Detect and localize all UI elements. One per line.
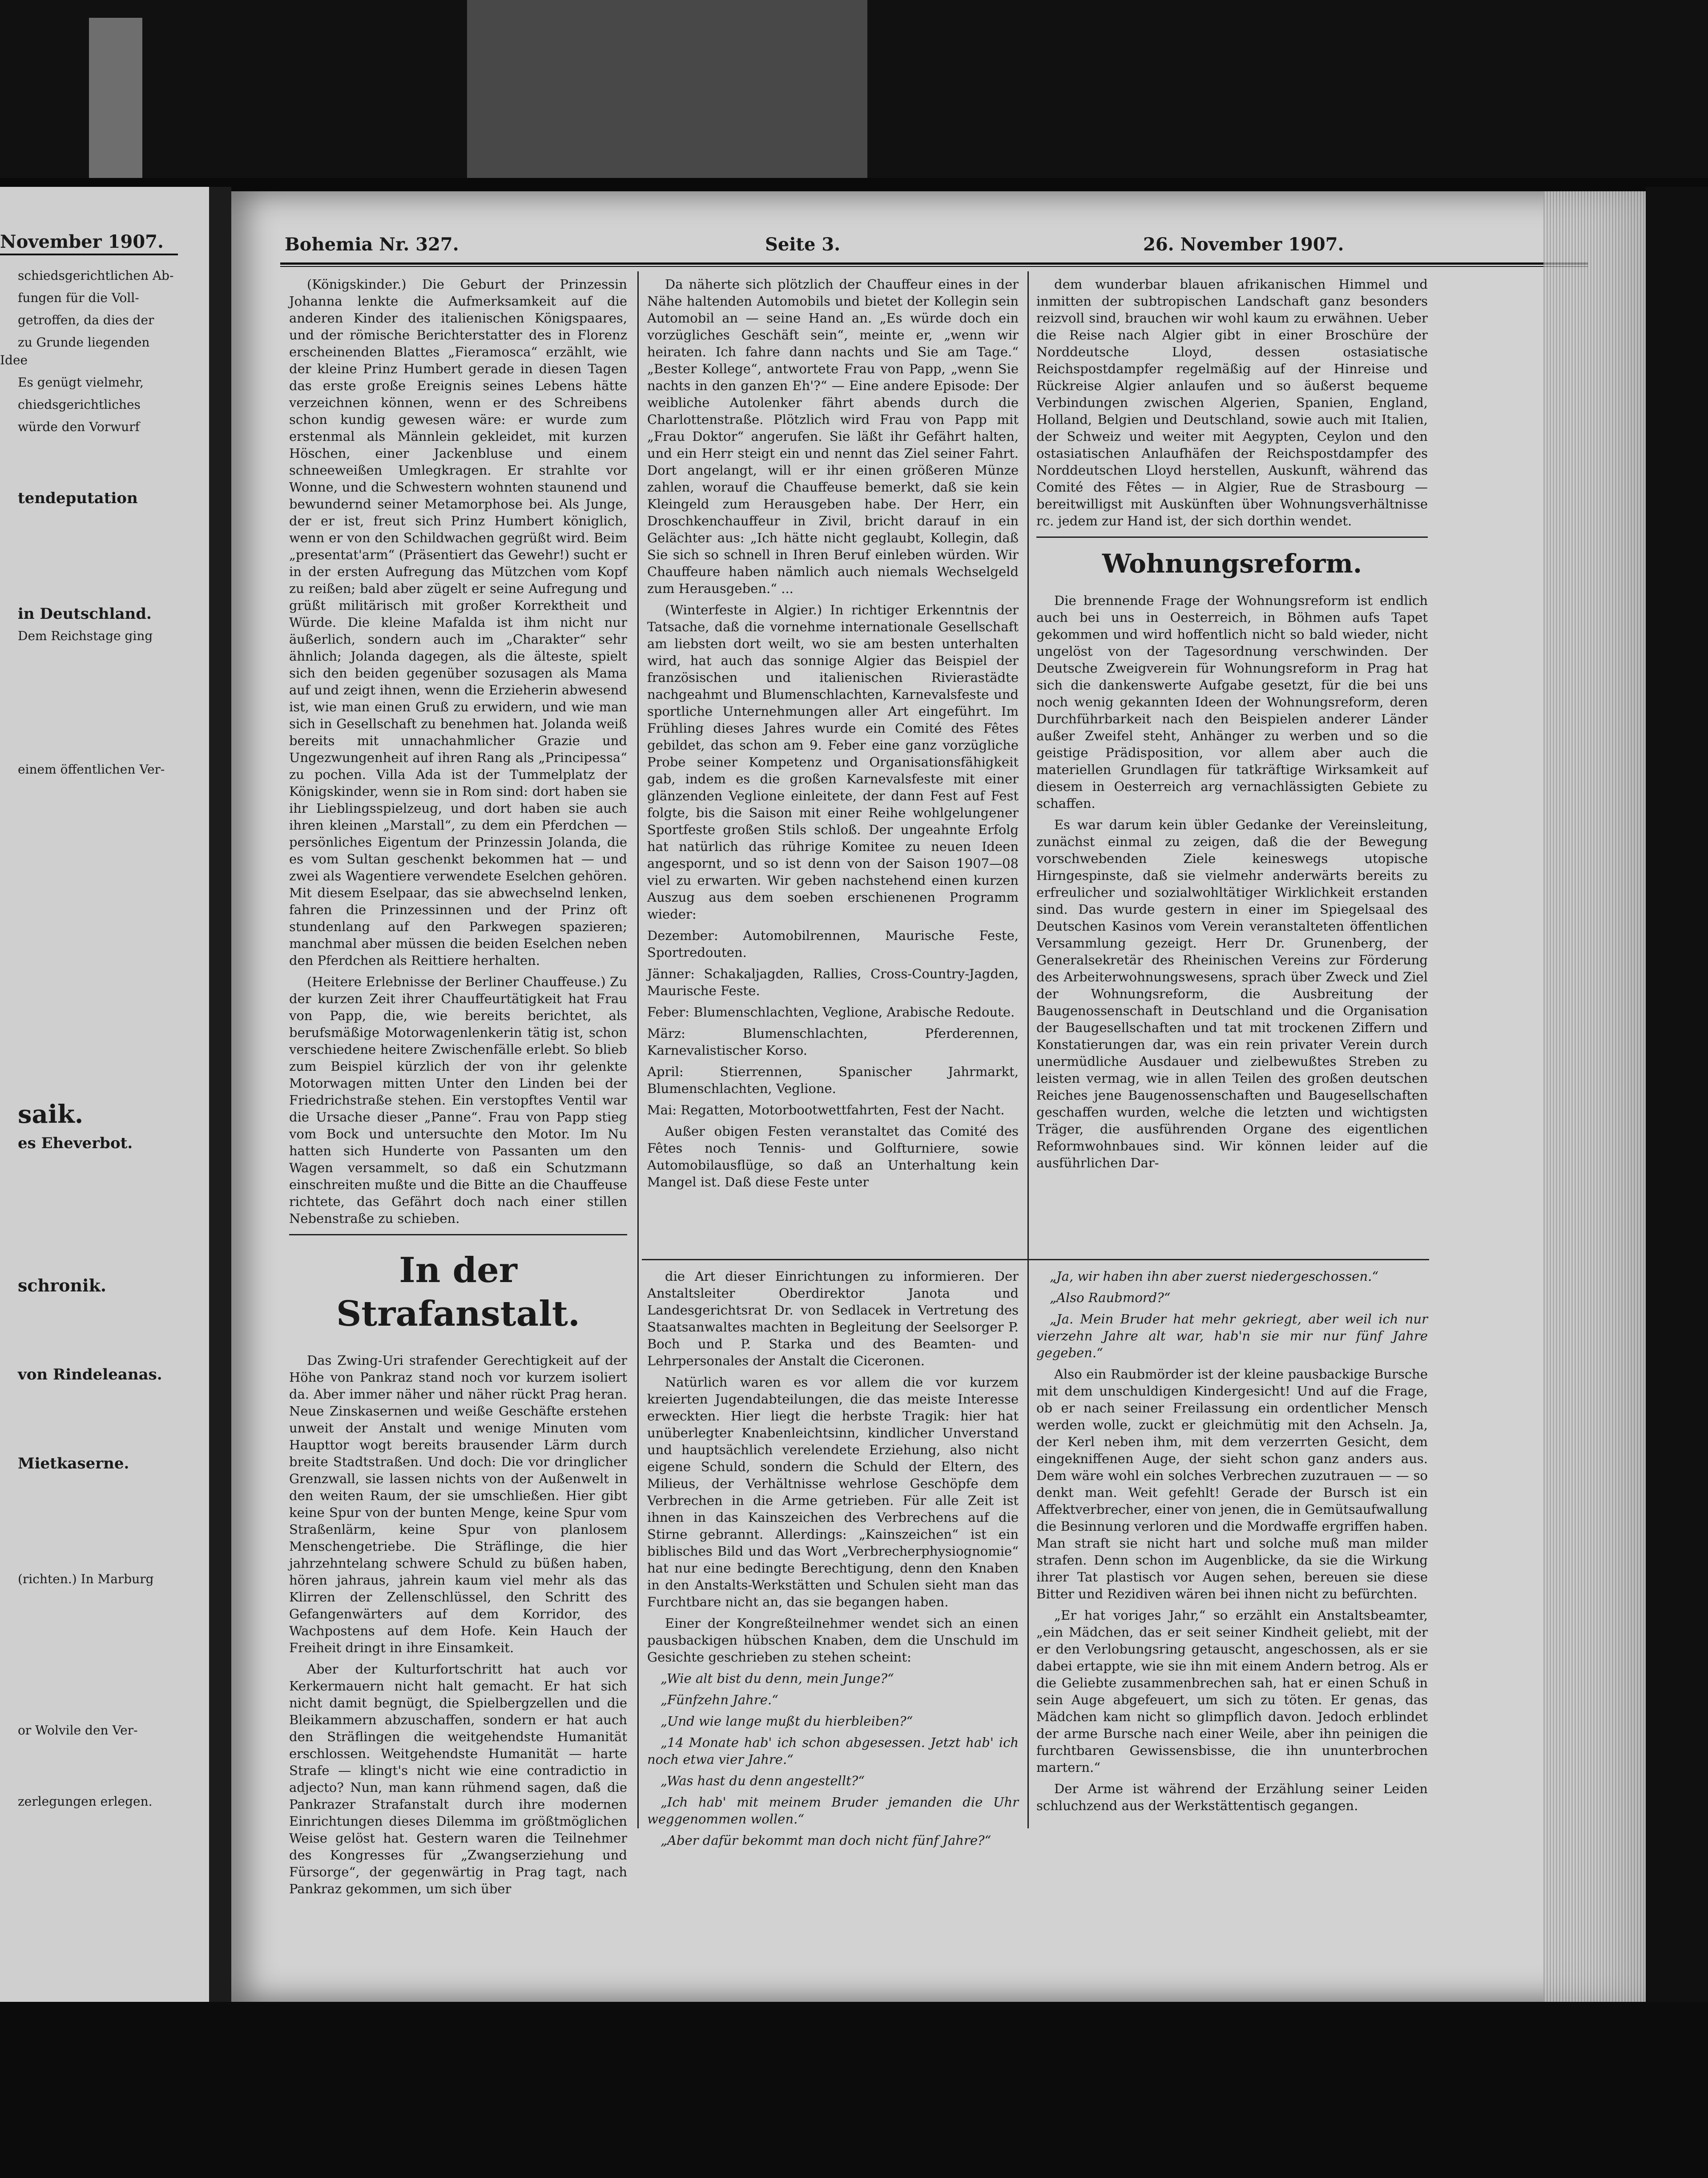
article-koenigskinder: (Königskinder.) Die Geburt der Prinzessin Johanna lenkte die Aufmerksamkeit auf die anderen Kinder des italienischen Königspaares, und der römische Berichterstatter des in Florenz erscheinenden Blattes „Fieramosca“ erzählt, wie der kleine Prinz Humbert gerade in diesen Tagen das erste große Ereignis seines Lebens hätte verzeichnen können, wenn er des Schreibens schon kundig gewesen wäre: er wurde zum erstenmal als Männlein gekleidet, mit kurzen Höschen, einer Jackenbluse und einem schneeweißen Umlegkragen. Er strahlte vor Wonne, und die Schwestern wohnten staunend und bewundernd seiner Metamorphose bei. Als Junge, der er ist, freut sich Prinz Humbert königlich, wenn er von den Schildwachen gegrüßt wird. Beim „presentat'arm“ (Präsentiert das Gewehr!) sucht er in der ersten Aufregung das Mützchen vom Kopf zu reißen; bald aber zügelt er seine Aufregung und grüßt militärisch mit großer Korrektheit und Würde. Die kleine Mafalda ist ihm nicht nur äußerlich, sondern auch im „Charakter“ sehr ähnlich; Jolanda dagegen, als die älteste, spielt sich den beiden gegenüber sozusagen als Mama auf und zeigt ihnen, wenn die Erzieherin abwesend ist, wie man einen Gruß zu erwidern, und wie man sich in Gesellschaft zu benehmen hat. Jolanda weiß bereits mit unnachahmlicher Grazie und Ungezwungenheit auf ihren Rang als „Principessa“ zu pochen. Villa Ada ist der Tummelplatz der Königskinder, wenn sie in Rom sind: dort haben sie ihr Lieblingsspielzeug, und dort haben sie auch ihren kleinen „Marstall“, zu dem ein Pferdchen — persönliches Eigentum der Prinzessin Jolanda, die es vom Sultan geschenkt bekommen hat — und zwei als Wagentiere verwendete Eselchen gehören. Mit diesem Eselpaar, das sie abwechselnd lenken, fahren die Prinzessinnen und der Prinz oft stundenlang auf den Parkwegen spazieren; manchmal aber müssen die beiden Eselchen neben den Pferdchen als Reittiere herhalten. <box>289 277 627 968</box>
dialogue-line: „Fünfzehn Jahre.“ <box>661 1692 778 1707</box>
program-item: März: Blumenschlachten, Pferderennen, Karnevalistischer Korso. <box>647 1026 1019 1058</box>
left-fragment-heading: es Eheverbot. <box>18 1134 133 1152</box>
strafanstalt-paragraph: Das Zwing-Uri strafender Gerechtigkeit auf der Höhe von Pankraz stand noch vor kurzem isoliert da. Aber immer näher und näher rückt Prag heran. Neue Zinskasernen und weiße Geschäfte erstehen unweit der Anstalt und wenige Minuten vom Haupttor wogt bereits brausender Lärm durch breite Stadtstraßen. Und doch: Die vor dringlicher Grenzwall, sie lassen nichts von der Außenwelt in den weiten Raum, der sie umschließen. Hier gibt keine Spur von der bunten Menge, keine Spur vom Straßenlärm, keine Spur von planlosem Menschengetriebe. Die Sträflinge, die hier jahrzehntelang schwere Schuld zu büßen haben, hören jahraus, jahrein kaum viel mehr als das Klirren der Zellenschlüssel, den Schritt des Gefangenwärters auf dem Korridor, des Wachpostens auf dem Hofe. Kein Hauch der Freiheit dringt in ihre Einsamkeit. <box>289 1353 627 1655</box>
left-fragment: Es genügt vielmehr, <box>18 375 144 390</box>
strafanstalt-cont: Natürlich waren es vor allem die vor kurzem kreierten Jugendabteilungen, die das meiste Interesse erweckten. Hier liegt die herbste Tragik: hier hat unüberlegter Knabenleichtsinn, kindlicher Unverstand und hauptsächlich verelendete Erziehung, also nicht eigene Schuld, sondern die Schuld der Eltern, des Milieus, der Verhältnisse wehrlose Geschöpfe dem Verbrechen in die Arme getrieben. Für alle Zeit ist ihnen in das Kainszeichen des Verbrechens auf die Stirne gebrannt. Allerdings: „Kainszeichen“ ist ein biblisches Bild und das Wort „Verbrecherphysiognomie“ hat nur eine bedingte Berechtigung, denn den Knaben in den Anstalts-Werkstätten und Schulen sieht man das Furchtbare nicht an, das sie begangen haben. <box>647 1375 1019 1609</box>
column-divider <box>1027 271 1029 1828</box>
dialogue-line: „Was hast du denn angestellt?“ <box>661 1773 865 1788</box>
dialogue-line: „Also Raubmord?“ <box>1050 1290 1171 1305</box>
section-divider <box>642 1259 1429 1260</box>
left-fragment-heading: tendeputation <box>18 489 138 507</box>
article-divider <box>1036 536 1428 538</box>
strafanstalt-cont: Der Arme ist während der Erzählung seiner Leiden schluchzend aus der Werkstättentisch gegangen. <box>1036 1781 1428 1813</box>
left-fragment: chiedsgerichtliches <box>18 397 141 412</box>
left-header-rule <box>0 254 178 255</box>
column-divider <box>637 271 639 1828</box>
scan-smudge <box>467 0 867 178</box>
left-fragment: würde den Vorwurf <box>18 419 140 434</box>
strafanstalt-paragraph: Aber der Kulturfortschritt hat auch vor Kerkermauern nicht halt gemacht. Er hat sich nicht damit begnügt, die Spielbergzellen und die Bleikammern abzuschaffen, sondern er hat auch den Sträflingen die weitgehendste Humanität erschlossen. Weitgehendste Humanität — harte Strafe — klingt's nicht wie eine contradictio in adjecto? Nun, man kann rühmend sagen, daß die Pankrazer Strafanstalt durch ihre modernen Einrichtungen dieses Dilemma im größtmöglichen Weise gelöst hat. Gestern waren die Teilnehmer des Kongresses für „Zwangserziehung und Fürsorge“, der gegenwärtig in Prag tagt, nach Pankraz gekommen, um sich über <box>289 1662 627 1896</box>
dialogue-line: „Ich hab' mit meinem Bruder jemanden die Uhr weggenommen wollen.“ <box>647 1795 1019 1827</box>
header-page-number: Seite 3. <box>765 234 841 255</box>
column-1 <box>289 276 627 1896</box>
header-date: 26. November 1907. <box>1143 234 1344 255</box>
column-3-lower <box>1036 1268 1428 1864</box>
scan-background-right <box>1646 187 1708 2011</box>
scan-background-bottom <box>0 2002 1708 2178</box>
right-page <box>231 191 1646 2002</box>
left-page-header-date: November 1907. <box>0 231 164 252</box>
strafanstalt-cont: die Art dieser Einrichtungen zu informieren. Der Anstaltsleiter Oberdirektor Janota und Landesgerichtsrat Dr. von Sedlacek in Vertretung des Staatsanwaltes machten in Begleitung der Seelsorger P. Boch und P. Starka und des Beamten- und Lehrpersonales der Anstalt die Ciceronen. <box>647 1269 1019 1368</box>
left-fragment-heading: in Deutschland. <box>18 605 152 623</box>
header-issue: Bohemia Nr. 327. <box>285 234 459 255</box>
headline-wohnungsreform: Wohnungsreform. <box>1102 549 1362 579</box>
left-fragment: (richten.) In Marburg <box>18 1572 154 1586</box>
article-chauffeuse: (Heitere Erlebnisse der Berliner Chauffeuse.) Zu der kurzen Zeit ihrer Chauffeurtätigkeit hat Frau von Papp, die, wie bereits berichtet, als berufsmäßige Motorwagenlenkerin tätig ist, schon verschiedene heitere Zwischenfälle erlebt. So blieb zum Beispiel kürzlich der von ihr gelenkte Motorwagen mitten Unter den Linden bei der Friedrichstraße stehen. Ein verstopftes Ventil war die Ursache dieser „Panne“. Frau von Papp stieg vom Bock und untersuchte den Motor. Im Nu hatten sich Hunderte von Passanten um den Wagen versammelt, so daß ein Schutzmann einschreiten mußte und die Bitte an die Chauffeuse richtete, das Gefährt doch nach einer stillen Nebenstraße zu schieben. <box>289 974 627 1226</box>
dialogue-line: „Aber dafür bekommt man doch nicht fünf Jahre?“ <box>661 1833 991 1848</box>
column-3-upper <box>1036 276 1428 1254</box>
program-item: Dezember: Automobilrennen, Maurische Feste, Sportredouten. <box>647 928 1019 960</box>
winterfeste-closing: Außer obigen Festen veranstaltet das Comité des Fêtes noch Tennis- und Golfturniere, sowie Automobilausflüge, so daß an Unterhaltung kein Mangel ist. Daß diese Feste unter <box>647 1124 1019 1190</box>
scan-background-top <box>0 0 1708 178</box>
left-fragment: zerlegungen erlegen. <box>18 1794 153 1809</box>
program-item: Jänner: Schakaljagden, Rallies, Cross-Country-Jagden, Maurische Feste. <box>647 966 1019 998</box>
wohnungsreform-paragraph: Es war darum kein übler Gedanke der Vereinsleitung, zunächst einmal zu zeigen, daß die der Bewegung vorschwebenden Ziele keineswegs utopische Hirngespinste, daß sie vielmehr anderwärts bereits zu erfreulicher und sozialwohltätiger Wirklichkeit erstanden sind. Das wurde gestern in einer im Spiegelsaal des Deutschen Kasinos vom Verein veranstalteten öffentlichen Versammlung gezeigt. Herr Dr. Grunenberg, der Generalsekretär des Rheinischen Vereins zur Förderung des Arbeiterwohnungswesens, sprach über Zweck und Ziel der Wohnungsreform, die Ausbreitung der Baugenossenschaft in Deutschland und die Organisation der Baugesellschaften und tat mit trockenen Ziffern und Konstatierungen dar, was ein rein privater Verein durch unermüdliche Ausdauer und zielbewußtes Streben zu leisten vermag, wie in allen Teilen des großen deutschen Reiches jene Baugenossenschaften und Baugesellschaften geschaffen wurden, welche die letzten und wichtigsten Träger, die ausführenden Organe des eigentlichen Reformwohnbaues sind. Wir können leider auf die ausführlichen Dar- <box>1036 817 1428 1170</box>
left-fragment: zu Grunde liegenden Idee <box>0 335 150 367</box>
left-fragment: fungen für die Voll- <box>18 290 139 305</box>
dialogue-line: „Wie alt bist du denn, mein Junge?“ <box>661 1671 894 1686</box>
dialogue-line: „Ja. Mein Bruder hat mehr gekriegt, aber weil ich nur vierzehn Jahre alt war, hab'n sie mir nur fünf Jahre gegeben.“ <box>1036 1311 1428 1360</box>
left-fragment-heading: schronik. <box>18 1275 107 1295</box>
left-fragment: getroffen, da dies der <box>18 313 154 327</box>
article-algier-cont: dem wunderbar blauen afrikanischen Himmel und inmitten der subtropischen Landschaft ganz besonders reizvoll sind, brauchen wir wohl kaum zu erwähnen. Ueber die Reise nach Algier gibt in einer Broschüre der Norddeutsche Lloyd, dessen ostasiatische Reichspostdampfer regelmäßig auf der Hinreise und Rückreise Algier anlaufen und so äußerst bequeme Verbindungen zwischen Algerien, Spanien, England, Holland, Belgien und Deutschland, sowie auch mit Italien, der Schweiz und weiter mit Aegypten, Ceylon und den ostasiatischen Anlaufhäfen der Reichspostdampfer des Norddeutschen Lloyd herstellen, Auskunft, während das Comité des Fêtes — in Algier, Rue de Strasbourg — bereitwilligst mit Auskünften über Wohnungsverhältnisse rc. jedem zur Hand ist, der sich dorthin wendet. <box>1036 277 1428 528</box>
strafanstalt-cont: Also ein Raubmörder ist der kleine pausbackige Bursche mit dem unschuldigen Kindergesicht! Und auf die Frage, ob er nach seiner Freilassung ein ordentlicher Mensch werden wolle, zuckt er gleichmütig mit den Achseln. Ja, der Kerl neben ihm, mit dem verzerrten Gesicht, dem eingekniffenen Auge, der sieht schon ganz anders aus. Dem wäre wohl ein solches Verbrechen zuzutrauen — — so denkt man. Weit gefehlt! Gerade der Bursch ist ein Affektverbrecher, einer von jenen, die in Gemütsaufwallung die Besinnung verloren und die Mordwaffe ergriffen haben. Man straft sie nicht hart und solche muß man milder strafen. Denn schon im Augenblicke, da sie die Wirkung ihrer Tat plastisch vor Augen sehen, bereuen sie diese Bitter und Rezidiven wären bei ihnen nicht zu befürchten. <box>1036 1367 1428 1601</box>
headline-strafanstalt: In der Strafanstalt. <box>336 1250 580 1334</box>
strafanstalt-cont: Einer der Kongreßteilnehmer wendet sich an einen pausbackigen hübschen Knaben, dem die Unschuld im Gesichte geschrieben zu stehen scheint: <box>647 1616 1019 1665</box>
left-page-fragments <box>0 267 178 1980</box>
left-page <box>0 187 209 2002</box>
wohnungsreform-paragraph: Die brennende Frage der Wohnungsreform ist endlich auch bei uns in Oesterreich, in Böhmen aufs Tapet gekommen und wird hoffentlich nicht so bald wieder, nicht ungelöst von der Tagesordnung verschwinden. Der Deutsche Zweigverein für Wohnungsreform in Prag hat sich die dankenswerte Aufgabe gesetzt, für die bei uns noch wenig gekannten Ideen der Wohnungsreform, deren Durchführbarkeit nach den Beispielen anderer Länder außer Zweifel steht, Anhänger zu werben und so die geistige Prädisposition, vor allem aber auch die materiellen Grundlagen für tatkräftige Wirksamkeit auf diesem in Oesterreich arg vernachlässigten Gebiete zu schaffen. <box>1036 593 1428 811</box>
program-item: April: Stierrennen, Spanischer Jahrmarkt, Blumenschlachten, Veglione. <box>647 1064 1019 1096</box>
left-fragment-heading: saik. <box>18 1100 84 1129</box>
left-fragment: Dem Reichstage ging <box>18 629 153 643</box>
page-gutter <box>209 187 231 2002</box>
left-fragment: or Wolvile den Ver- <box>18 1723 138 1738</box>
dialogue-line: „14 Monate hab' ich schon abgesessen. Jetzt hab' ich noch etwa vier Jahre.“ <box>647 1735 1019 1767</box>
column-2-upper <box>647 276 1019 1254</box>
column-2-lower <box>647 1268 1019 1864</box>
strafanstalt-cont: „Er hat voriges Jahr,“ so erzählt ein Anstaltsbeamter, „ein Mädchen, das er seit seiner Kindheit geliebt, mit der er den Verlobungsring getauscht, angeschossen, als er sie dabei ertappte, wie sie ihn mit einem Andern betrog. Als er die Geliebte zusammenbrechen sah, hat er einen Schuß in sein Auge abgefeuert, um sich zu töten. Er genas, das Mädchen kam nicht so glimpflich davon. Jedoch erblindet der arme Bursche nach einer Weile, aber ihn peinigen die furchtbaren Gewissensbisse, die ihn ununterbrochen martern.“ <box>1036 1608 1428 1775</box>
left-fragment: schiedsgerichtlichen Ab- <box>18 268 174 283</box>
header-rule-thin <box>280 266 1588 267</box>
program-item: Mai: Regatten, Motorbootwettfahrten, Fest der Nacht. <box>647 1102 1005 1117</box>
article-divider <box>289 1234 627 1235</box>
header-rule <box>280 262 1588 265</box>
scan-smudge <box>89 18 142 178</box>
dialogue-line: „Ja, wir haben ihn aber zuerst niedergeschossen.“ <box>1050 1269 1379 1284</box>
dialogue-line: „Und wie lange mußt du hierbleiben?“ <box>661 1714 913 1729</box>
left-fragment: einem öffentlichen Ver- <box>18 762 165 777</box>
article-winterfeste: (Winterfeste in Algier.) In richtiger Erkenntnis der Tatsache, daß die vornehme internationale Gesellschaft am liebsten dort weilt, wo sie am besten unterhalten wird, hat auch das sonnige Algier das Beispiel der französischen und italienischen Rivierastädte nachgeahmt und Blumenschlachten, Karnevalsfeste und sportliche Unternehmungen aller Art eingeführt. Im Frühling dieses Jahres wurde ein Comité des Fêtes gebildet, das schon am 9. Feber eine ganz vorzügliche Probe seiner Kompetenz und Organisationsfähigkeit gab, indem es die großen Karnevalsfeste mit einer glänzenden Veglione einleitete, der dann Fest auf Fest folgte, bis die Saison mit einer Reihe wohlgelungener Sportfeste großen Stils schloß. Der ungeahnte Erfolg hat natürlich das rührige Komitee zu neuen Ideen angespornt, und so ist denn von der Saison 1907—08 viel zu erwarten. Wir geben nachstehend einen kurzen Auszug aus dem soeben erschienenen Programm wieder: <box>647 602 1019 922</box>
program-item: Feber: Blumenschlachten, Veglione, Arabische Redoute. <box>647 1004 1015 1020</box>
left-fragment-heading: von Rindeleanas. <box>18 1366 162 1383</box>
article-chauffeuse-cont: Da näherte sich plötzlich der Chauffeur eines in der Nähe haltenden Automobils und bietet der Kollegin sein Automobil an — seine Hand an. „Es würde doch ein vorzügliches Geschäft sein“, meinte er, „wenn wir heiraten. Ich fahre dann nachts und Sie am Tage.“ „Bester Kollege“, antwortete Frau von Papp, „wenn Sie nachts in den ganzen Eh'?“ — Eine andere Episode: Der weibliche Autolenker fährt abends durch die Charlottenstraße. Plötzlich wird Frau von Papp mit „Frau Doktor“ angerufen. Sie läßt ihr Gefährt halten, und ein Herr steigt ein und nennt das Ziel seiner Fahrt. Dort angelangt, will er ihr einen größeren Münze zahlen, worauf die Chauffeuse bemerkt, daß sie kein Kleingeld zum Herausgeben habe. Der Herr, ein Droschkenchauffeur in Zivil, bricht darauf in ein Gelächter aus: „Ich hätte nicht geglaubt, Kollegin, daß Sie sich so schnell in Ihren Beruf einleben würden. Wir Chauffeure haben nämlich auch niemals Wechselgeld zum Herausgeben.“ ... <box>647 277 1019 596</box>
left-fragment-heading: Mietkaserne. <box>18 1455 129 1472</box>
